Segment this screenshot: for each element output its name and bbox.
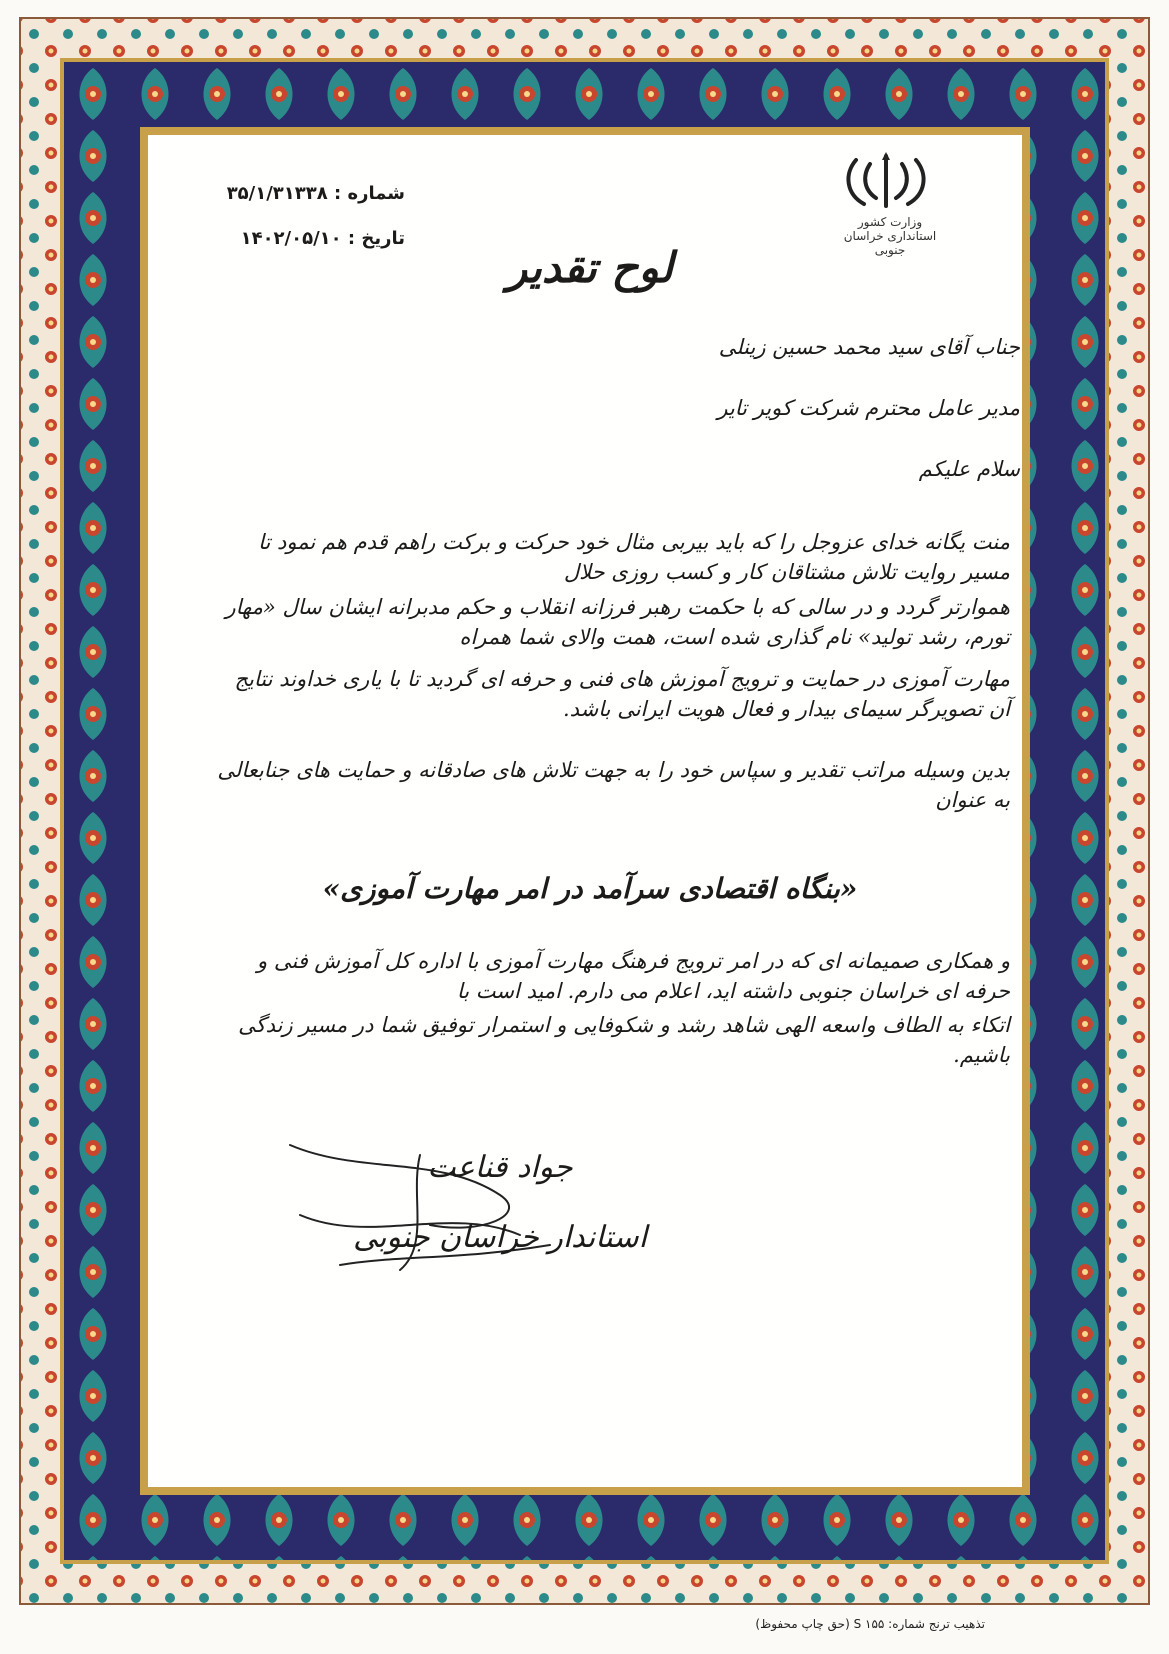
addressee-position: مدیر عامل محترم شرکت کویر تایر bbox=[717, 396, 1020, 420]
body-line-4: بدین وسیله مراتب تقدیر و سپاس خود را به جهت تلاش های صادقانه و حمایت های جنابعالی به عنوان bbox=[217, 758, 1010, 812]
number-label: شماره : bbox=[334, 183, 405, 204]
greeting: سلام علیکم bbox=[918, 457, 1020, 481]
ministry-line-2: استانداری خراسان جنوبی bbox=[843, 229, 937, 257]
print-footer: تذهیب ترنج شماره: S ۱۵۵ (حق چاپ محفوظ) bbox=[755, 1617, 985, 1631]
ministry-name bbox=[830, 215, 950, 257]
body-line-1: منت یگانه خدای عزوجل را که باید بیربی مثال خود حرکت و برکت راهم قدم هم نمود تا مسیر روایت تلاش مشتاقان کار و کسب روزی حلال bbox=[258, 530, 1010, 584]
iran-emblem-icon bbox=[840, 150, 932, 212]
signer-name: جواد قناعت bbox=[427, 1150, 573, 1185]
date-label: تاریخ : bbox=[347, 228, 405, 249]
body-line-6: اتکاء به الطاف واسعه الهی شاهد رشد و شکوفایی و استمرار توفیق شما در مسیر زندگی باشیم. bbox=[238, 1013, 1010, 1067]
letter-number bbox=[205, 183, 405, 204]
addressee-name: جناب آقای سید محمد حسین زینلی bbox=[718, 335, 1020, 359]
letter-date bbox=[205, 228, 405, 249]
body-line-5: و همکاری صمیمانه ای که در امر ترویج فرهنگ مهارت آموزی با اداره کل آموزش فنی و حرفه ای خراسان جنوبی داشته اید، اعلام می دارم. امید است با bbox=[257, 949, 1010, 1003]
ministry-line-1: وزارت کشور bbox=[857, 215, 923, 229]
body-line-2: هموارتر گردد و در سالی که با حکمت رهبر فرزانه انقلاب و حکم مدبرانه ایشان سال «مهار تورم، رشد تولید» نام گذاری شده است، همت والای شما همراه bbox=[225, 595, 1010, 649]
certificate-title: لوح تقدیر bbox=[506, 243, 674, 292]
date-value: ۱۴۰۲/۰۵/۱۰ bbox=[240, 228, 342, 249]
number-value: ۳۵/۱/۳۱۳۳۸ bbox=[226, 183, 328, 204]
signer-position: استاندار خراسان جنوبی bbox=[353, 1220, 647, 1255]
award-title: «بنگاه اقتصادی سرآمد در امر مهارت آموزی» bbox=[322, 872, 858, 905]
body-line-3: مهارت آموزی در حمایت و ترویج آموزش های فنی و حرفه ای گردید تا با یاری خداوند نتایج آن تصویرگر سیمای بیدار و فعال هویت ایرانی باشد. bbox=[234, 667, 1010, 721]
